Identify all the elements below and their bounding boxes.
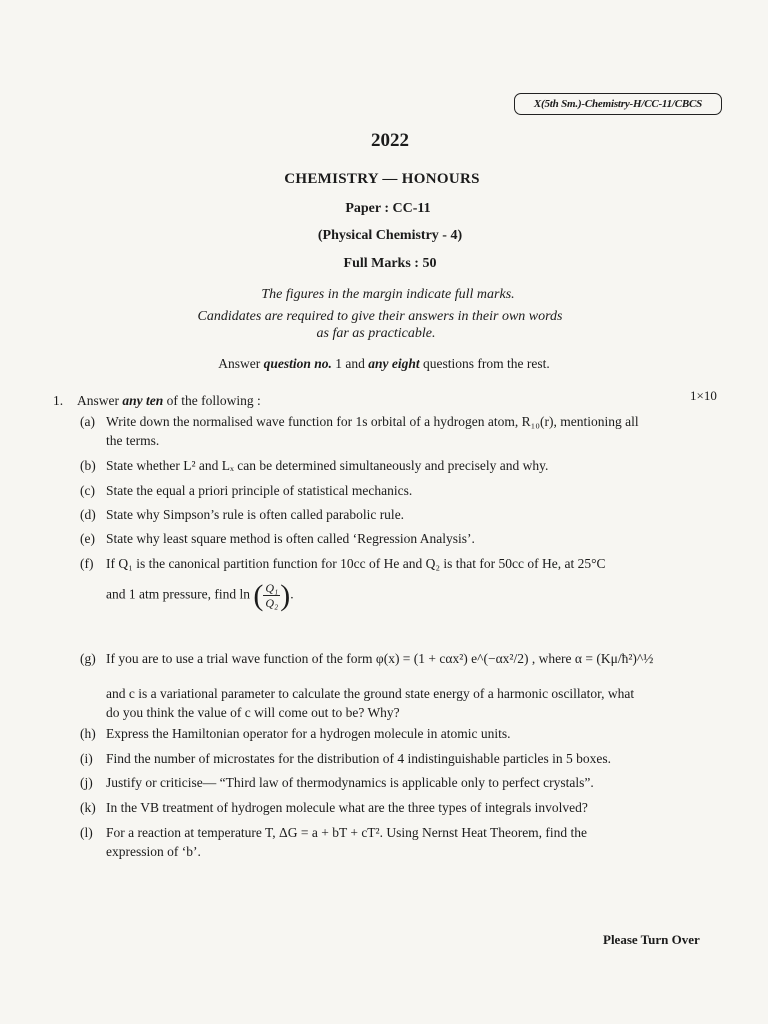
question-1-heading: 1. Answer any ten of the following : <box>53 393 261 408</box>
subject-title: CHEMISTRY — HONOURS <box>284 171 480 187</box>
question-part-g: (g) If you are to use a trial wave function of the form φ(x) = (1 + cαx²) e^(−αx²/2) , where α = (Kμ/ħ²)^½ and c is a variational parameter to calculate the ground state energy of a harmonic oscillator, what do you think the value of c will come out to be? Why? <box>80 651 654 720</box>
q-ratio-fraction: $\frac{\text{Q₁}}{\text{Q₂}}$ <box>265 581 279 610</box>
question-part-k: (k) In the VB treatment of hydrogen molecule what are the three types of integrals involved? <box>80 800 588 815</box>
note-line-1: The figures in the margin indicate full marks. <box>261 287 515 302</box>
question-part-e: (e) State why least square method is often called ‘Regression Analysis’. <box>80 531 475 546</box>
question-part-a: (a) Write down the normalised wave function for 1s orbital of a hydrogen atom, R₁₀(r), mentioning all the terms. <box>80 414 639 448</box>
paper-code-box: X(5th Sm.)-Chemistry-H/CC-11/CBCS <box>514 93 722 115</box>
exam-year: 2022 <box>371 130 409 151</box>
question-1-marks: 1×10 <box>690 388 717 403</box>
question-part-f: (f) If Q₁ is the canonical partition function for 10cc of He and Q₂ is that for 50cc of He, at 25°C and 1 atm pressure, find ln ( $\frac{\text{Q₁}}{\text{Q₂}}$ ). <box>80 556 606 612</box>
question-part-j: (j) Justify or criticise— “Third law of thermodynamics is applicable only to perfect crystals”. <box>80 775 594 790</box>
question-part-i: (i) Find the number of microstates for the distribution of 4 indistinguishable particles in 5 boxes. <box>80 751 612 766</box>
note-line-2: Candidates are required to give their answers in their own words <box>197 309 563 324</box>
note-line-3: as far as practicable. <box>316 326 436 341</box>
paper-area: (Physical Chemistry - 4) <box>317 228 463 243</box>
full-marks: Full Marks : 50 <box>343 256 437 271</box>
please-turn-over: Please Turn Over <box>603 932 700 947</box>
paper-number: Paper : CC-11 <box>345 201 431 216</box>
question-part-b: (b) State whether L² and Lₓ can be determined simultaneously and precisely and why. <box>80 458 549 473</box>
question-part-l: (l) For a reaction at temperature T, ΔG = a + bT + cT². Using Nernst Heat Theorem, find the expression of ‘b’. <box>80 825 588 859</box>
question-part-h: (h) Express the Hamiltonian operator for a hydrogen molecule in atomic units. <box>80 726 511 741</box>
question-part-d: (d) State why Simpson’s rule is often called parabolic rule. <box>80 507 405 522</box>
question-part-c: (c) State the equal a priori principle of statistical mechanics. <box>80 483 413 498</box>
answer-instruction: Answer question no. 1 and any eight questions from the rest. <box>218 356 550 371</box>
